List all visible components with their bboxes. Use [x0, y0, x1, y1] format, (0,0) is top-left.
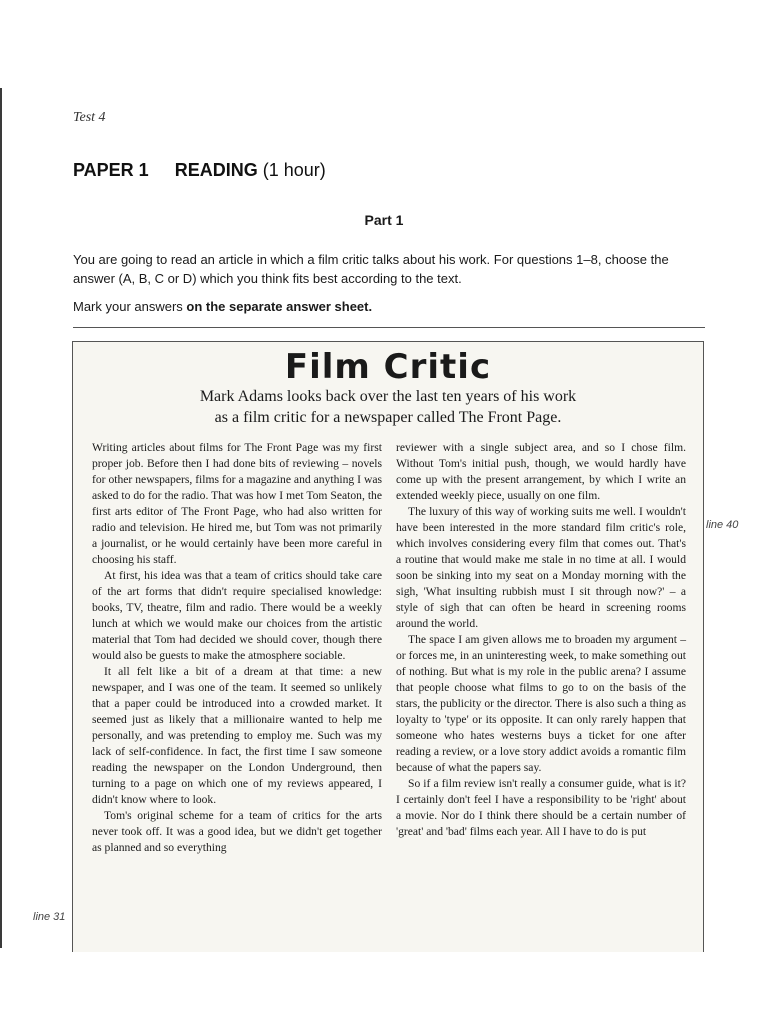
test-label: Test 4	[73, 110, 106, 125]
article-subtitle-line2: as a film critic for a newspaper called The Front Page.	[214, 409, 562, 426]
article-subtitle	[73, 386, 703, 428]
article-box	[72, 341, 704, 952]
article-paragraph: reviewer with a single subject area, and so I chose film. Without Tom's initial push, though, we would hardly have come up with the present arrangement, by which I write an extended weekly piece, usually on one film.	[396, 441, 686, 502]
paper-number: PAPER 1	[73, 160, 149, 180]
article-title: Film Critic	[284, 347, 492, 387]
article-paragraph: The luxury of this way of working suits me well. I wouldn't have been interested in the more standard film critic's role, which involves considering every film that comes out. That's a routine that would make me stale in no time at all. I would soon be sinking into my seat on a Monday morning with the sigh, 'What insulting rubbish must I sit through now?' – a style of sigh that can often be heard in screening rooms around the world.	[396, 505, 686, 630]
article-column-right	[396, 440, 686, 840]
mark-answers-prefix: Mark your answers	[73, 299, 187, 314]
article-paragraph: So if a film review isn't really a consumer guide, what is it? I certainly don't feel I have a responsibility to be 'right' about a movie. Nor do I think there should be a certain number of 'great' and 'bad' films each year. All I have to do is put	[396, 777, 686, 838]
article-subtitle-line1: Mark Adams looks back over the last ten years of his work	[199, 388, 577, 405]
margin-note-line-40: line 40	[706, 519, 739, 531]
mark-answers-line	[73, 299, 372, 314]
section-divider	[73, 327, 705, 328]
article-paragraph: Writing articles about films for The Front Page was my first proper job. Before then I had done bits of reviewing – novels for other newspapers, films for a magazine and anything I was asked to do for the radio. That was how I met Tom Seaton, the first arts editor of The Front Page, who had also written for radio and television. He hired me, but Tom was not primarily a journalist, or he would certainly have been more careful in choosing his staff.	[92, 441, 382, 566]
article-column-left	[92, 440, 382, 856]
margin-note-line-31: line 31	[33, 911, 66, 923]
mark-answers-bold: on the separate answer sheet.	[186, 299, 373, 314]
article-paragraph: At first, his idea was that a team of critics should take care of the art forms that didn't require specialised knowledge: books, TV, theatre, film and radio. There would be a weekly lunch at which we would make our choices from the artistic material that Tom had decided we should cover, though there would also be guests to make the atmosphere sociable.	[92, 569, 382, 662]
instructions-text: You are going to read an article in which a film critic talks about his work. For questions 1–8, choose the answer (A, B, C or D) which you think fits best according to the text.	[73, 252, 669, 286]
paper-section: READING	[174, 160, 258, 180]
paper-title	[73, 160, 326, 181]
paper-duration: (1 hour)	[262, 160, 326, 180]
part-title: Part 1	[364, 212, 404, 228]
article-paragraph: The space I am given allows me to broaden my argument – or forces me, in an uninteresting week, to make something out of nothing. But what is my role in the public arena? I assume that people choose what films to go to on the basis of the stars, the publicity or the director. There is also such a thing as loyalty to 'type' or its opposite. It can only rarely happen that someone who hates westerns buys a ticket for one after reading a review, or a love story addict avoids a romantic film because of what the papers say.	[396, 633, 686, 774]
article-paragraph: It all felt like a bit of a dream at that time: a new newspaper, and I was one of the team. It seemed so unlikely that a paper could be introduced into a crowded market. It seemed just as likely that a millionaire wanted to help me personally, and was pretending to employ me. Such was my lack of self-confidence. In fact, the first time I saw someone reading the newspaper on the London Underground, then turning to a page on which one of my reviews appeared, I didn't know where to look.	[92, 665, 382, 806]
article-paragraph: Tom's original scheme for a team of critics for the arts never took off. It was a good idea, but we didn't get together as planned and so everything	[92, 809, 382, 854]
